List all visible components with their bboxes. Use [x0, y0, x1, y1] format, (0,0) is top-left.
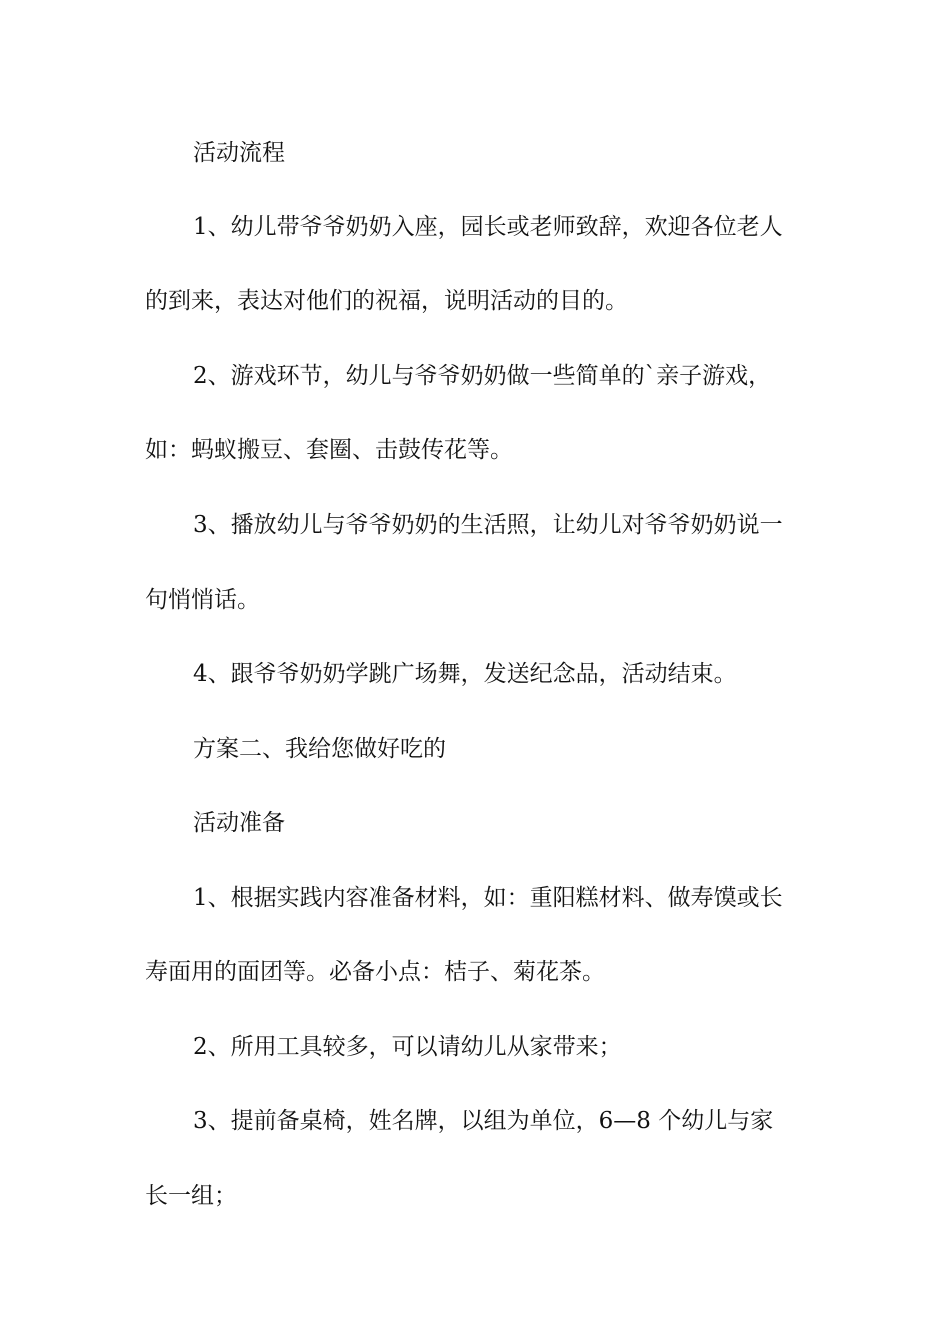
paragraph-line: 4、跟爷爷奶奶学跳广场舞，发送纪念品，活动结束。: [193, 661, 737, 687]
paragraph-line: 的到来，表达对他们的祝福，说明活动的目的。: [145, 288, 628, 314]
paragraph-line: 1、幼儿带爷爷奶奶入座，园长或老师致辞，欢迎各位老人: [193, 214, 783, 240]
paragraph-line: 句悄悄话。: [145, 587, 260, 613]
paragraph-line: 1、根据实践内容准备材料，如：重阳糕材料、做寿馍或长: [193, 885, 783, 911]
section-heading-plan-two: 方案二、我给您做好吃的: [193, 736, 446, 762]
paragraph-line: 2、所用工具较多，可以请幼儿从家带来；: [193, 1034, 622, 1060]
paragraph-line: 寿面用的面团等。必备小点：桔子、菊花茶。: [145, 959, 605, 985]
paragraph-line: 3、提前备桌椅，姓名牌，以组为单位，6—8 个幼儿与家: [193, 1108, 774, 1134]
section-heading-activity-preparation: 活动准备: [193, 810, 285, 836]
paragraph-line: 长一组；: [145, 1183, 237, 1209]
section-heading-activity-process: 活动流程: [193, 140, 285, 166]
paragraph-line: 3、播放幼儿与爷爷奶奶的生活照，让幼儿对爷爷奶奶说一: [193, 512, 783, 538]
paragraph-line: 2、游戏环节，幼儿与爷爷奶奶做一些简单的`亲子游戏，: [193, 363, 772, 389]
paragraph-line: 如：蚂蚁搬豆、套圈、击鼓传花等。: [145, 437, 513, 463]
